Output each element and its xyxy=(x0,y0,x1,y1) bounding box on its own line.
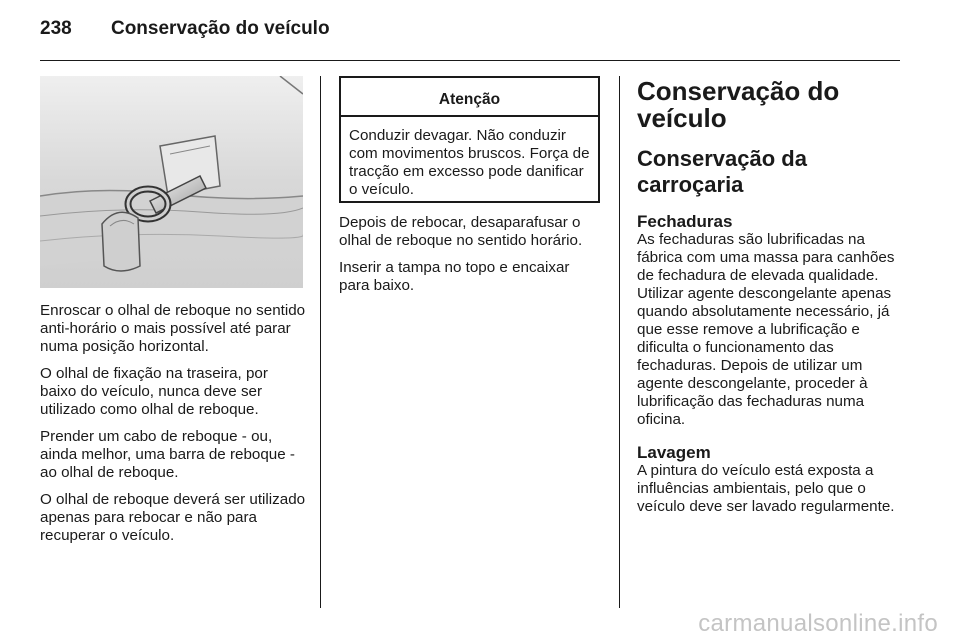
subsection-heading: Lavagem xyxy=(637,443,711,462)
warning-note xyxy=(339,76,600,203)
note-title: Atenção xyxy=(341,78,598,117)
section-title: Conservação do veículo xyxy=(110,18,330,39)
towing-eye-icon xyxy=(40,76,303,288)
note-text: Conduzir devagar. Não conduzir com movimentos bruscos. Força de tracção em excesso pode danificar o veículo. xyxy=(349,127,590,198)
page-header xyxy=(40,18,330,40)
header-divider xyxy=(40,60,900,61)
paragraph: As fechaduras são lubrificadas na fábrica com uma massa para canhões de fechadura de elevada qualidade. Utilizar agente descongelante apenas quando absolutamente necessário, já que esse remove a lubrificação e dificulta o funcionamento das fechaduras. Depois de utilizar um agente descongelante, proceder à lubrificação das fechaduras numa oficina. xyxy=(637,231,895,428)
watermark: carmanualsonline.info xyxy=(698,610,938,637)
column-divider-2 xyxy=(619,76,620,608)
left-column xyxy=(40,302,308,554)
paragraph: O olhal de fixação na traseira, por baixo do veículo, nunca deve ser utilizado como olhal de reboque. xyxy=(40,365,268,418)
page-number: 238 xyxy=(40,18,72,39)
section-heading: Conservação da carroçaria xyxy=(637,146,807,197)
paragraph: Depois de rebocar, desaparafusar o olhal de reboque no sentido horário. xyxy=(339,214,583,249)
paragraph: Inserir a tampa no topo e encaixar para baixo. xyxy=(339,259,570,294)
paragraph: Prender um cabo de reboque - ou, ainda melhor, uma barra de reboque - ao olhal de reboque. xyxy=(40,428,295,481)
towing-eye-illustration xyxy=(40,76,303,288)
chapter-title: Conservação do veículo xyxy=(637,76,840,133)
subsection-heading: Fechaduras xyxy=(637,212,733,231)
paragraph: Enroscar o olhal de reboque no sentido anti-horário o mais possível até parar numa posição horizontal. xyxy=(40,302,306,355)
paragraph: A pintura do veículo está exposta a influências ambientais, pelo que o veículo deve ser lavado regularmente. xyxy=(637,462,895,515)
column-divider-1 xyxy=(320,76,321,608)
middle-column xyxy=(339,214,603,304)
paragraph: O olhal de reboque deverá ser utilizado apenas para rebocar e não para recuperar o veículo. xyxy=(40,491,306,544)
right-column xyxy=(637,78,905,525)
